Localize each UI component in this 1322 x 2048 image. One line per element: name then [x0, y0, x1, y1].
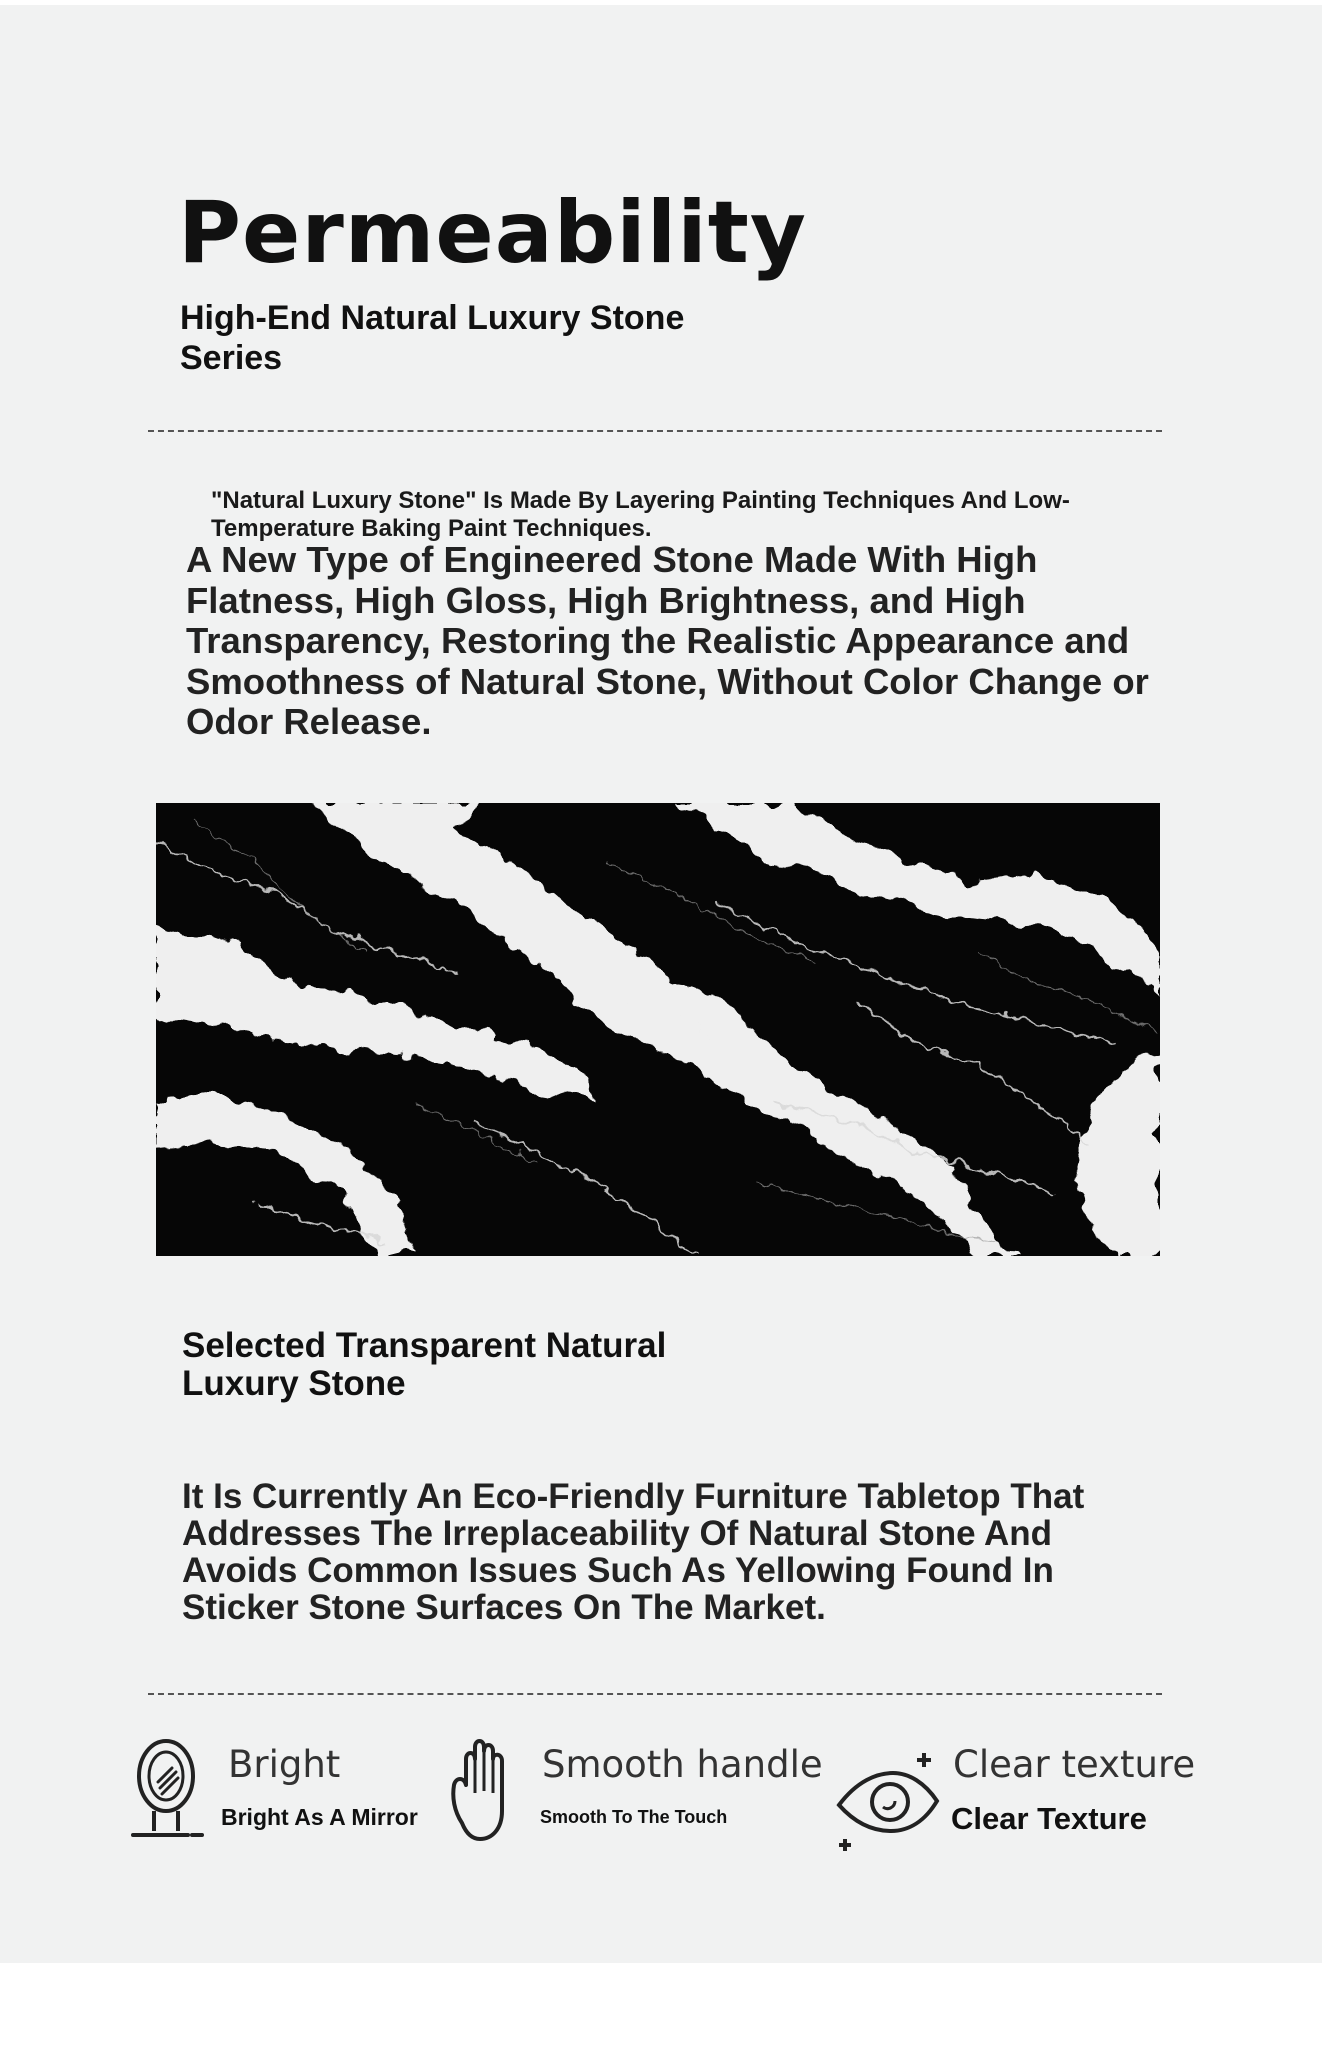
page-subtitle: High-End Natural Luxury Stone Series [180, 299, 685, 377]
page-title: Permeability [178, 183, 807, 283]
marble-texture-graphic [156, 803, 1160, 1256]
divider-bottom [148, 1693, 1162, 1695]
mirror-icon [130, 1735, 206, 1848]
section-description: It Is Currently An Eco-Friendly Furniture Tabletop That Addresses The Irreplaceability Of Natural Stone And Avoids Common Issues Such As Yellowing Found In Sticker Stone Surfaces On The Market. [182, 1477, 1085, 1627]
feature-smooth-handle-title: Smooth handle [542, 1743, 823, 1786]
feature-clear-texture-title: Clear texture [953, 1743, 1196, 1786]
hand-icon [448, 1735, 518, 1848]
feature-smooth-handle-description: Smooth To The Touch [540, 1807, 728, 1827]
eye-icon [833, 1745, 943, 1860]
feature-bright-title: Bright [228, 1743, 341, 1786]
section-title: Selected Transparent Natural Luxury Stone [182, 1326, 667, 1403]
divider-top [148, 430, 1162, 432]
intro-description-text: A New Type of Engineered Stone Made With High Flatness, High Gloss, High Brightness, and High Transparency, Restoring the Realistic Appearance and Smoothness of Natural Stone, Without Color Change or Odor Release. [186, 539, 1149, 742]
intro-technique-text: "Natural Luxury Stone" Is Made By Layering Painting Techniques And Low-Temperature Baking Paint Techniques. [211, 487, 1070, 542]
marble-stone-image [156, 803, 1160, 1256]
feature-clear-texture-description: Clear Texture [951, 1801, 1147, 1836]
feature-bright-description: Bright As A Mirror [221, 1804, 418, 1830]
